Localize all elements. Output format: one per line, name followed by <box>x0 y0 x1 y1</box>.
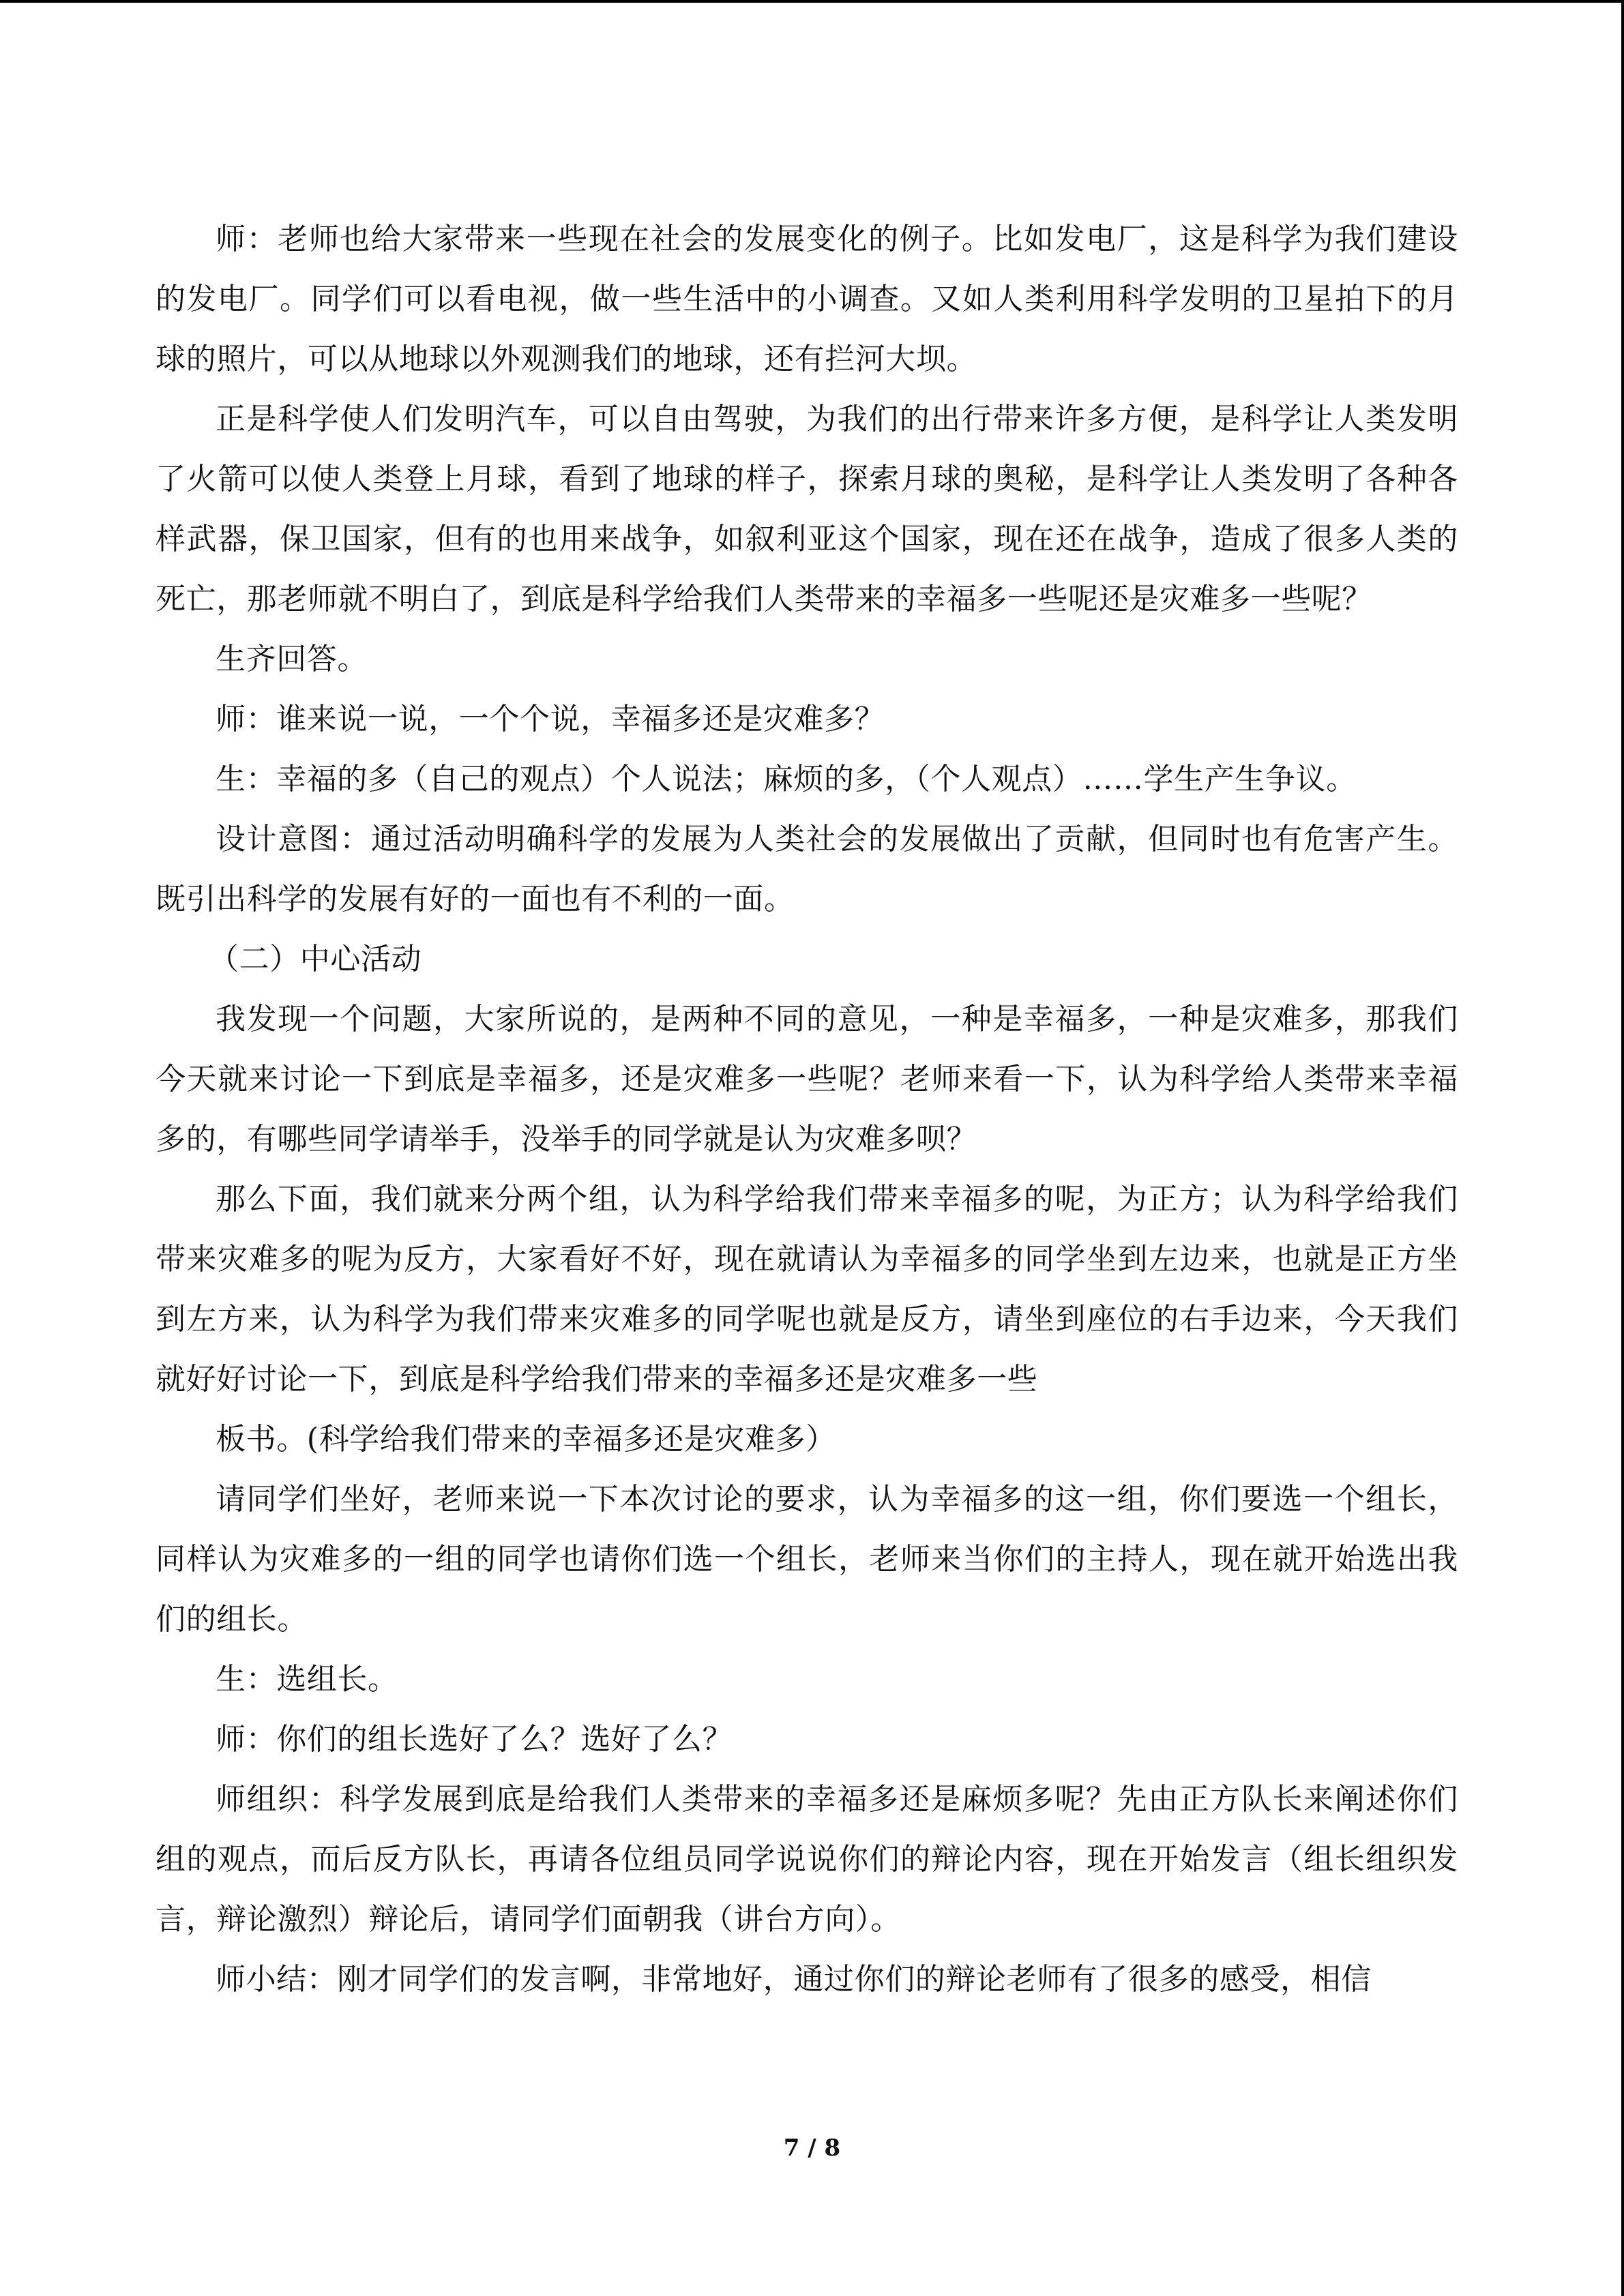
paragraph-student-opinions: 生：幸福的多（自己的观点）个人说法；麻烦的多，（个人观点）……学生产生争议。 <box>216 762 1357 796</box>
section-heading-central-activity: （二）中心活动 <box>209 942 422 976</box>
paragraph-choose-leader: 生：选组长。 <box>216 1662 398 1697</box>
paragraph-form-groups: 那么下面，我们就来分两个组，认为科学给我们带来幸福多的呢，为正方；认为科学给我们带来灾难多的呢为反方，大家看好不好，现在就请认为幸福多的同学坐到左边来，也就是正方坐到左方来，认为科学为我们带来灾难多的同学呢也就是反方，请坐到座位的右手边来，今天我们就好好讨论一下，到底是科学给我们带来的幸福多还是灾难多一些 <box>156 1182 1458 1397</box>
paragraph-teacher-examples: 师：老师也给大家带来一些现在社会的发展变化的例子。比如发电厂，这是科学为我们建设的发电厂。同学们可以看电视，做一些生活中的小调查。又如人类利用科学发明的卫星拍下的月球的照片，可以从地球以外观测我们的地球，还有拦河大坝。 <box>156 222 1458 376</box>
page-number: 7 / 8 <box>783 2134 841 2162</box>
paragraph-design-intent: 设计意图：通过活动明确科学的发展为人类社会的发展做出了贡献，但同时也有危害产生。既引出科学的发展有好的一面也有不利的一面。 <box>156 822 1458 916</box>
paragraph-science-inventions: 正是科学使人们发明汽车，可以自由驾驶，为我们的出行带来许多方便，是科学让人类发明了火箭可以使人类登上月球，看到了地球的样子，探索月球的奥秘，是科学让人类发明了各种各样武器，保卫国家，但有的也用来战争，如叙利亚这个国家，现在还在战争，造成了很多人类的死亡，那老师就不明白了，到底是科学给我们人类带来的幸福多一些呢还是灾难多一些呢？ <box>156 402 1458 616</box>
paragraph-leader-chosen: 师：你们的组长选好了么？选好了么？ <box>216 1722 733 1757</box>
document-body <box>156 209 1458 2010</box>
paragraph-teacher-summary: 师小结：刚才同学们的发言啊，非常地好，通过你们的辩论老师有了很多的感受，相信 <box>216 1962 1372 1997</box>
paragraph-discussion-rules: 请同学们坐好，老师来说一下本次讨论的要求，认为幸福多的这一组，你们要选一个组长，同样认为灾难多的一组的同学也请你们选一个组长，老师来当你们的主持人，现在就开始选出我们的组长。 <box>156 1482 1458 1637</box>
paragraph-teacher-organizes: 师组织：科学发展到底是给我们人类带来的幸福多还是麻烦多呢？先由正方队长来阐述你们组的观点，而后反方队长，再请各位组员同学说说你们的辩论内容，现在开始发言（组长组织发言，辩论激烈）辩论后，请同学们面朝我（讲台方向）。 <box>156 1782 1458 1937</box>
paragraph-students-answer: 生齐回答。 <box>216 642 368 676</box>
paragraph-teacher-question: 师：谁来说一说，一个个说，幸福多还是灾难多？ <box>216 702 885 736</box>
paragraph-two-opinions: 我发现一个问题，大家所说的，是两种不同的意见，一种是幸福多，一种是灾难多，那我们今天就来讨论一下到底是幸福多，还是灾难多一些呢？老师来看一下，认为科学给人类带来幸福多的，有哪些同学请举手，没举手的同学就是认为灾难多呗？ <box>156 1002 1458 1157</box>
paragraph-blackboard: 板书。(科学给我们带来的幸福多还是灾难多） <box>216 1422 836 1457</box>
